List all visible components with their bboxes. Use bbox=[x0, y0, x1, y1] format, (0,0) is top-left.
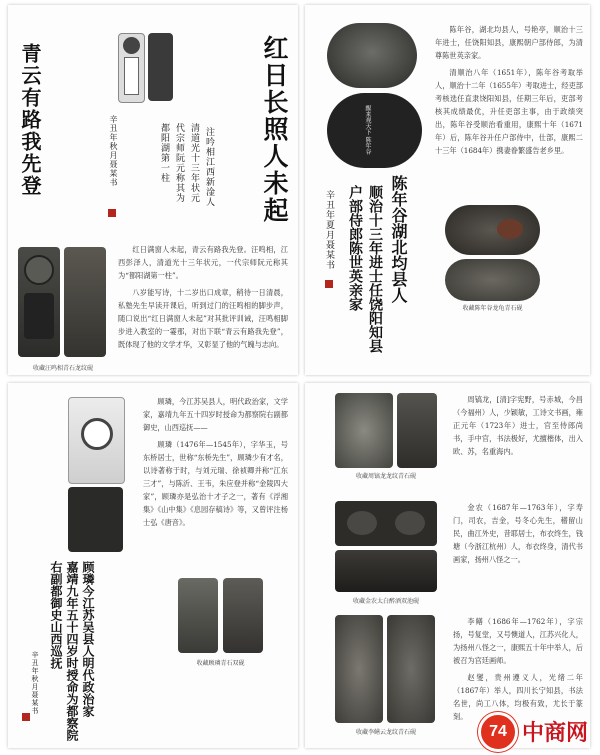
paragraph: 顾璘，今江苏吴县人，明代政治家，文学家，嘉靖九年五十四岁时授命为都察院右副都御史，山西巡抚—— bbox=[143, 397, 288, 432]
article-text bbox=[118, 243, 288, 355]
book-page-chen-niangu bbox=[305, 5, 590, 375]
photo-caption-c: 收藏李鳝云龙纹青石砚 bbox=[355, 729, 416, 736]
inkstone-photo-li-a bbox=[335, 615, 383, 723]
calligraphy-small-line-3: 代宗师阮元称其为 bbox=[174, 123, 184, 203]
calligraphy-line-3: 户部侍郎陈世英亲家 bbox=[347, 185, 363, 311]
inkstone-photo-front bbox=[18, 247, 60, 357]
rubbing-inscription: 醒来观天下 陈年谷 bbox=[364, 105, 371, 155]
calligraphy-signature: 辛丑年秋月聂某书 bbox=[109, 115, 118, 187]
paragraph: 李鳝（1686年—1762年），字宗扬，号复堂，又号懊道人，江苏兴化人，为扬州八怪之一，康熙五十年中举人，后被召为宫廷画师。 bbox=[453, 617, 583, 665]
seal-stamp bbox=[108, 209, 116, 217]
article-text-b bbox=[453, 501, 583, 570]
photo-caption-a: 收藏周镐龙龙纹青石砚 bbox=[355, 473, 416, 480]
paragraph: 红日满窗人未起，青云有路我先登。汪鸣相，江西彭泽人，清道光十三年状元，一代宗师阮元称其为“都阳湖第一柱”。 bbox=[118, 245, 288, 280]
calligraphy-main-line: 红日长照人未起 bbox=[260, 35, 289, 224]
article-text bbox=[435, 23, 583, 161]
inkstone-photo-jin-a bbox=[335, 501, 437, 546]
calligraphy-line-2: 顺治十三年进士任饶阳知县 bbox=[367, 185, 383, 353]
calligraphy-line-2: 嘉靖九年五十四岁时授命为都察院 bbox=[65, 561, 79, 741]
calligraphy-small-line-4: 都阳湖第一柱 bbox=[159, 123, 169, 183]
article-text-a bbox=[453, 393, 583, 462]
paragraph: 周镐龙，[清]字宪野，号赤城，今昌（今福州）人，少颖敏，工诗文书画，雍正元年（1723年）进士，官至侍郎尚书，手中官，书法极好，尤擅楷体，出入欧、苏，名重海内。 bbox=[453, 395, 583, 456]
book-page-collectors bbox=[305, 383, 590, 748]
paragraph: 陈年谷，湖北均县人，号艳亭，顺治十三年进士，任饶阳知县，康熙朝户部侍郎，为清尊陈世英亲家。 bbox=[435, 25, 583, 60]
inkstone-photo-a bbox=[178, 578, 218, 653]
calligraphy-small-line-2: 清道光十三年状元 bbox=[189, 123, 199, 203]
paragraph: 清顺治八年（1651年），陈年谷考取举人，顺治十二年（1655年）考取进士，经吏部考核选任直隶饶阳知县，任期三年后，吏部考核其成绩最优，升任吏部主事，由于政绩突出，陈年谷受顺治看重用，康熙十年（1671年）后，陈年谷升任户部侍中，仕部，康熙二十三年（1684年）携妻眷繁盛告老乡里。 bbox=[435, 68, 583, 155]
paragraph: 顾璘（1476年—1545年），字华玉，号东桥居士，世称“东桥先生”，顾璘少有才名，以诗著称于时，与刘元瑞、徐祯卿并称“江东三才”，与陈沂、王韦，朱应登并称“金陵四大家”，顾璘亦是弘治十才子之一，著有《浮湘集》《山中集》《息园存稿诗》等，又曾评注杨士弘《唐音》。 bbox=[143, 440, 288, 527]
rubbing-text-image bbox=[148, 33, 173, 101]
logo-mark-icon: 74 bbox=[478, 712, 518, 752]
inkstone-rubbing bbox=[327, 93, 422, 168]
photo-caption: 收藏陈年谷龙龟青石砚 bbox=[462, 305, 523, 312]
inkstone-photo-top bbox=[327, 23, 417, 88]
calligraphy-small-line-1: 注吟相江西新淦人 bbox=[204, 127, 214, 207]
inkstone-photo-zhou-b bbox=[397, 393, 437, 468]
inkstone-photo-li-b bbox=[387, 615, 435, 723]
rubbing-seal-image bbox=[118, 33, 145, 103]
book-page-wang-mingxiang bbox=[8, 5, 298, 375]
calligraphy-main-line: 陈年谷湖北均县人 bbox=[389, 175, 408, 303]
photo-caption: 收藏汪鸣相青石龙纹砚 bbox=[32, 365, 93, 372]
calligraphy-second-line: 青云有路我先登 bbox=[18, 43, 42, 197]
photo-caption-b: 收藏金农太白醉酒双池砚 bbox=[352, 598, 419, 605]
calligraphy-line-3: 右副都御史山西巡抚 bbox=[49, 561, 63, 669]
paragraph: 赵燮，贵州遵义人，光绪二年（1867年）举人，四川长宁知县，书法名世，尚工八体，均极有致，尤长于篆刻。 bbox=[453, 673, 583, 721]
photo-caption: 收藏顾璘青石双砚 bbox=[196, 660, 245, 667]
rubbing-dragon-image bbox=[68, 397, 125, 484]
inkstone-photo-jin-b bbox=[335, 550, 437, 592]
article-text bbox=[143, 395, 288, 533]
calligraphy-signature: 辛丑年夏月聂某书 bbox=[324, 190, 334, 270]
seal-stamp bbox=[22, 713, 30, 721]
calligraphy-signature: 辛丑年秋月聂某书 bbox=[31, 651, 39, 715]
book-page-gu-lin bbox=[8, 383, 298, 748]
logo-text: 中商网 bbox=[522, 721, 589, 746]
calligraphy-main-line: 顾璘今江苏吴县人明代政治家 bbox=[81, 561, 95, 717]
rubbing-text-image bbox=[68, 487, 123, 552]
inkstone-photo-zhou-a bbox=[335, 393, 393, 468]
inkstone-photo-a bbox=[445, 205, 540, 255]
seal-stamp bbox=[325, 280, 333, 288]
inkstone-photo-b bbox=[445, 259, 540, 301]
inkstone-photo-side bbox=[64, 247, 106, 357]
site-watermark-logo bbox=[478, 708, 600, 755]
inkstone-photo-b bbox=[223, 578, 263, 653]
paragraph: 八岁能写诗，十二岁出口成章，稍待一日清晨，私塾先生早读开课后，听到过门的汪鸣相的脚步声，随口说出“红日满窗人未起”对其批评训诫，汪鸣相脚步进入教室的一霎那，对出下联“青云有路我先登”，既体现了他的文学才华，又彰显了他的气魄与志向。 bbox=[118, 288, 288, 349]
paragraph: 金农（1687年—1763年），字寿门，司农，吉金，号冬心先生，稽留山民，曲江外史，昔耶居士，布衣终生，钱塘（今浙江杭州）人，布衣终身，清代书画家，扬州八怪之一。 bbox=[453, 503, 583, 564]
